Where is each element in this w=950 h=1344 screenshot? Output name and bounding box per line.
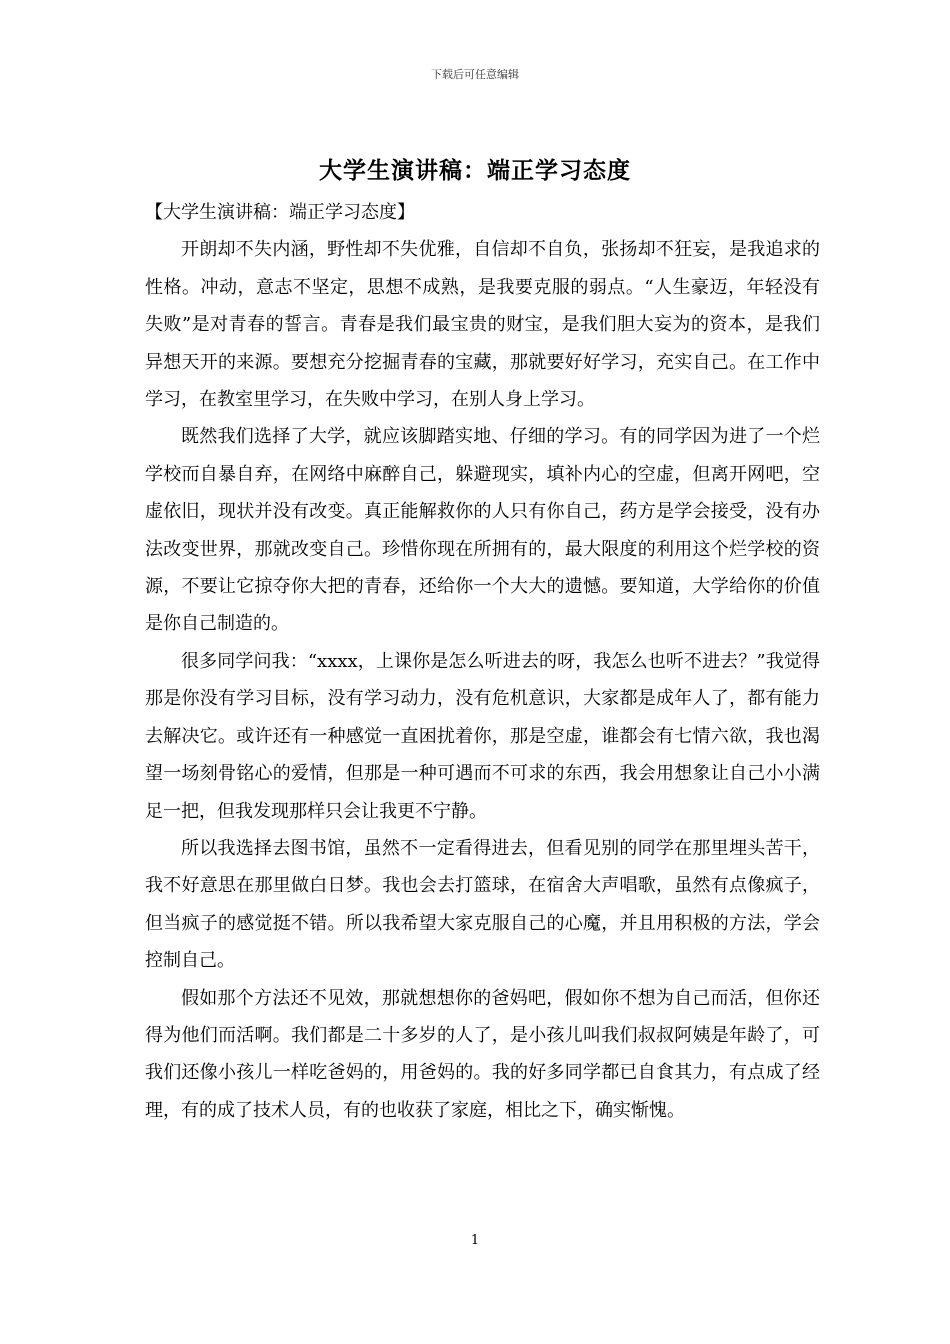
paragraph-1: 开朗却不失内涵，野性却不失优雅，自信却不自负，张扬却不狂妄，是我追求的性格。冲动，意志不坚定，思想不成熟，是我要克服的弱点。“人生豪迈，年轻没有失败”是对青春的誓言。青春是我们最宝贵的财宝，是我们胆大妄为的资本，是我们异想天开的来源。要想充分挖掘青春的宝藏，那就要好好学习，充实自己。在工作中学习，在教室里学习，在失败中学习，在别人身上学习。	[145, 239, 820, 411]
paragraph-2: 既然我们选择了大学，就应该脚踏实地、仔细的学习。有的同学因为进了一个烂学校而自暴自弃，在网络中麻醉自己，躲避现实，填补内心的空虚，但离开网吧，空虚依旧，现状并没有改变。真正能解救你的人只有你自己，药方是学会接受，没有办法改变世界，那就改变自己。珍惜你现在所拥有的，最大限度的利用这个烂学校的资源，不要让它掠夺你大把的青春，还给你一个大大的遗憾。要知道，大学给你的价值是你自己制造的。	[145, 426, 820, 635]
page-number: 1	[470, 1233, 480, 1248]
document-body	[145, 194, 820, 1129]
paragraph-5: 假如那个方法还不见效，那就想想你的爸妈吧，假如你不想为自己而活，但你还得为他们而活啊。我们都是二十多岁的人了，是小孩儿叫我们叔叔阿姨是年龄了，可我们还像小孩儿一样吃爸妈的，用爸妈的。我的好多同学都已自食其力，有点成了经理，有的成了技术人员，有的也收获了家庭，相比之下，确实惭愧。	[145, 987, 820, 1121]
paragraph-4: 所以我选择去图书馆，虽然不一定看得进去，但看见别的同学在那里埋头苦干，我不好意思在那里做白日梦。我也会去打篮球，在宿舍大声唱歌，虽然有点像疯子，但当疯子的感觉挺不错。所以我希望大家克服自己的心魔，并且用积极的方法，学会控制自己。	[145, 837, 820, 972]
header-note: 下载后可任意编辑	[431, 68, 519, 81]
paragraph-3: 很多同学问我：“xxxx，上课你是怎么听进去的呀，我怎么也听不进去？”我觉得那是你没有学习目标，没有学习动力，没有危机意识，大家都是成年人了，都有能力去解决它。或许还有一种感觉一直困扰着你，那是空虚，谁都会有七情六欲，我也渴望一场刻骨铭心的爱情，但那是一种可遇而不可求的东西，我会用想象让自己小小满足一把，但我发现那样只会让我更不宁静。	[145, 650, 820, 822]
document-title: 大学生演讲稿：端正学习态度	[319, 157, 631, 184]
document-subtitle: 【大学生演讲稿：端正学习态度】	[145, 202, 415, 223]
